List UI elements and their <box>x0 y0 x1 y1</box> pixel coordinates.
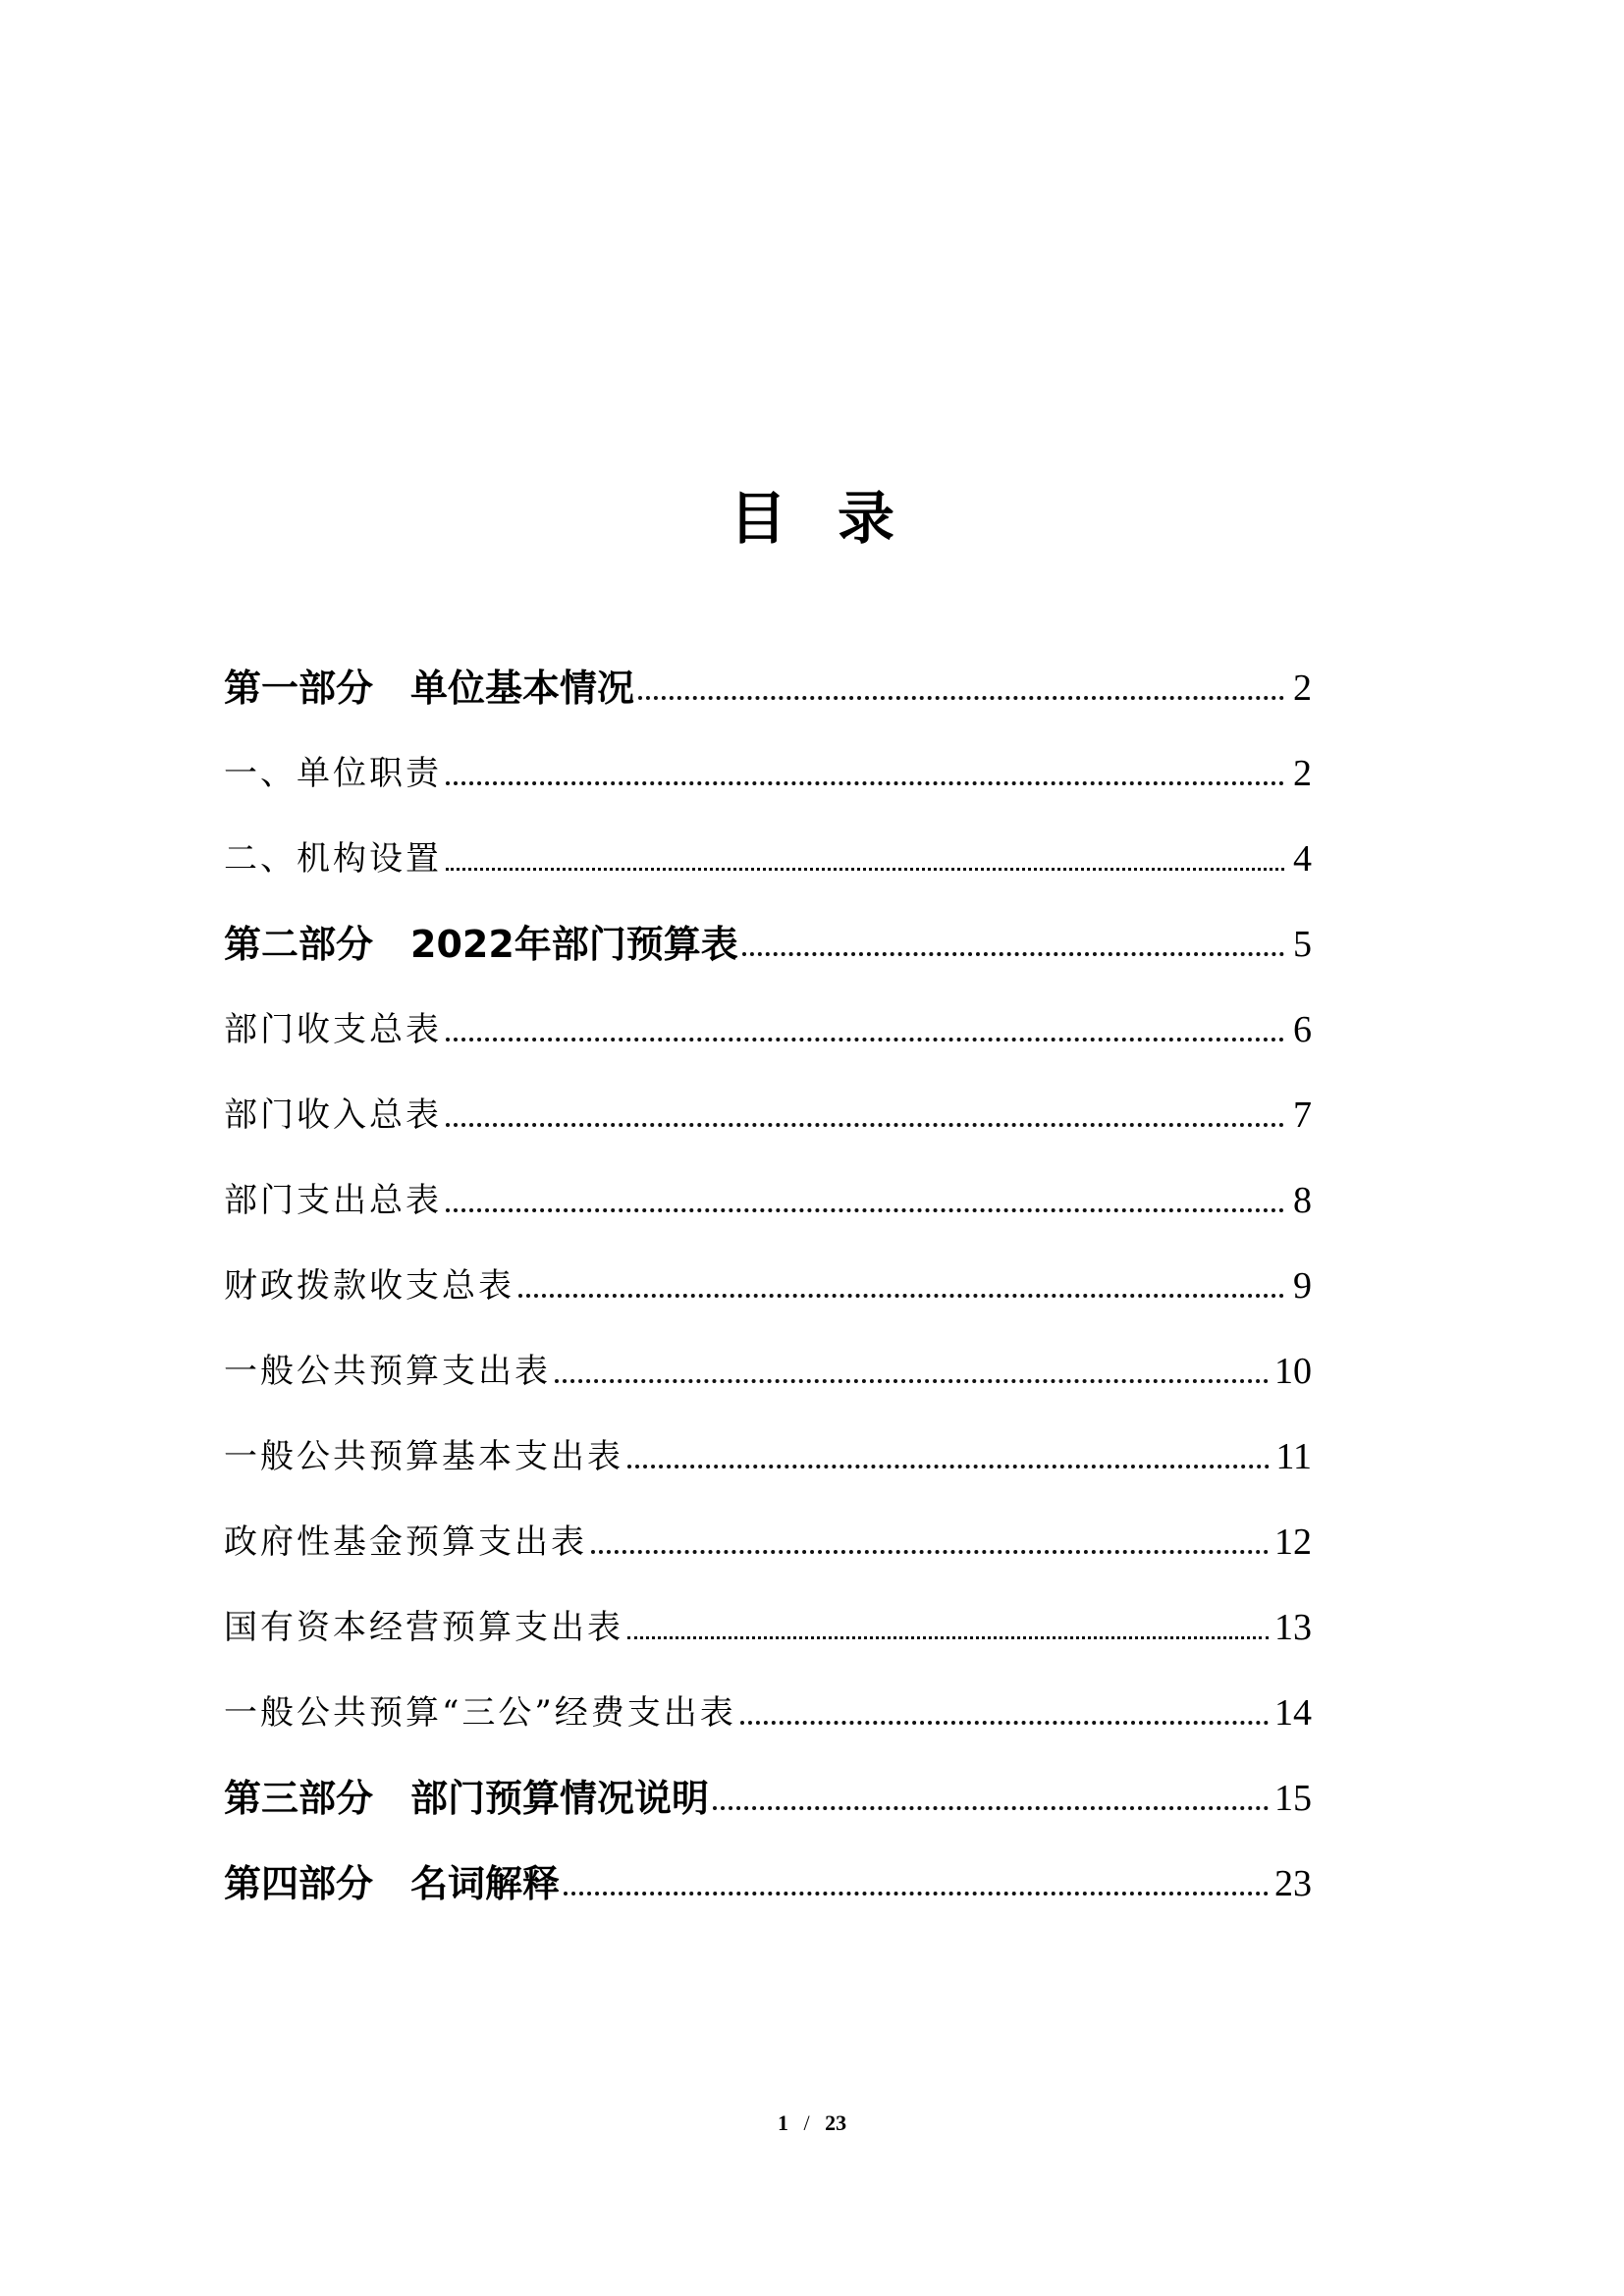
toc-entry-income-expense-summary[interactable] <box>224 980 1312 1065</box>
toc-entry-label: 一般公共预算支出表 <box>224 1352 551 1391</box>
toc-entry-label: 一般公共预算基本支出表 <box>224 1437 623 1476</box>
dot-leader <box>627 1465 1270 1468</box>
toc-entry-label: 部门支出总表 <box>224 1181 442 1220</box>
toc-entry-page: 23 <box>1274 1863 1312 1904</box>
toc-entry-label: 第一部分 单位基本情况 <box>224 667 635 710</box>
toc-entry-general-budget-expense[interactable] <box>224 1321 1312 1407</box>
toc-entry-part-1[interactable] <box>224 638 1312 723</box>
toc-entry-page: 12 <box>1274 1522 1312 1563</box>
toc-entry-page: 5 <box>1293 924 1312 965</box>
dot-leader <box>555 1379 1269 1383</box>
toc-entry-label: 二、机构设置 <box>224 839 442 879</box>
toc-entry-general-budget-basic-expense[interactable] <box>224 1407 1312 1492</box>
current-page-number: 1 <box>777 2110 788 2135</box>
dot-leader <box>564 1892 1269 1896</box>
dot-leader <box>740 1721 1269 1725</box>
toc-entry-government-fund[interactable] <box>224 1492 1312 1577</box>
dot-leader <box>627 1636 1269 1639</box>
table-of-contents <box>224 638 1312 1919</box>
toc-entry-part-3[interactable] <box>224 1748 1312 1834</box>
toc-entry-label: 国有资本经营预算支出表 <box>224 1608 623 1647</box>
toc-entry-label: 部门收入总表 <box>224 1095 442 1135</box>
toc-entry-label: 财政拨款收支总表 <box>224 1266 514 1306</box>
dot-leader <box>518 1294 1284 1298</box>
dot-leader <box>446 1208 1284 1212</box>
toc-entry-page: 4 <box>1293 838 1312 880</box>
toc-entry-page: 6 <box>1293 1009 1312 1050</box>
toc-entry-label: 第二部分 2022年部门预算表 <box>224 923 738 966</box>
toc-entry-label: 第三部分 部门预算情况说明 <box>224 1777 710 1820</box>
toc-entry-income-summary[interactable] <box>224 1065 1312 1150</box>
toc-entry-three-public-expenses[interactable] <box>224 1663 1312 1748</box>
toc-entry-page: 2 <box>1293 753 1312 794</box>
toc-entry-label: 一、单位职责 <box>224 754 442 793</box>
toc-entry-label: 政府性基金预算支出表 <box>224 1522 587 1562</box>
page-footer <box>0 2110 1624 2136</box>
dot-leader <box>638 696 1284 700</box>
dot-leader <box>446 1123 1284 1127</box>
toc-entry-page: 9 <box>1293 1265 1312 1307</box>
toc-entry-page: 13 <box>1274 1607 1312 1648</box>
toc-entry-org-structure[interactable] <box>224 809 1312 894</box>
toc-entry-page: 7 <box>1293 1095 1312 1136</box>
total-pages: 23 <box>825 2110 847 2135</box>
dot-leader <box>446 781 1284 785</box>
dot-leader <box>742 952 1284 956</box>
toc-entry-part-2[interactable] <box>224 894 1312 980</box>
toc-entry-page: 10 <box>1274 1351 1312 1392</box>
toc-entry-page: 11 <box>1275 1436 1312 1477</box>
toc-entry-state-capital[interactable] <box>224 1577 1312 1663</box>
toc-entry-label: 第四部分 名词解释 <box>224 1862 561 1905</box>
toc-entry-fiscal-appropriation[interactable] <box>224 1236 1312 1321</box>
page-title: 目录 <box>729 485 946 552</box>
toc-entry-page: 2 <box>1293 667 1312 709</box>
dot-leader <box>713 1806 1269 1810</box>
page-separator: / <box>803 2110 810 2135</box>
dot-leader <box>446 868 1284 871</box>
toc-entry-page: 15 <box>1274 1778 1312 1819</box>
toc-entry-part-4[interactable] <box>224 1834 1312 1919</box>
toc-entry-expense-summary[interactable] <box>224 1150 1312 1236</box>
toc-entry-page: 14 <box>1274 1692 1312 1734</box>
toc-entry-label: 一般公共预算“三公”经费支出表 <box>224 1693 736 1733</box>
toc-entry-unit-duties[interactable] <box>224 723 1312 809</box>
dot-leader <box>591 1550 1269 1554</box>
toc-entry-label: 部门收支总表 <box>224 1010 442 1049</box>
dot-leader <box>446 1038 1284 1041</box>
toc-entry-page: 8 <box>1293 1180 1312 1221</box>
